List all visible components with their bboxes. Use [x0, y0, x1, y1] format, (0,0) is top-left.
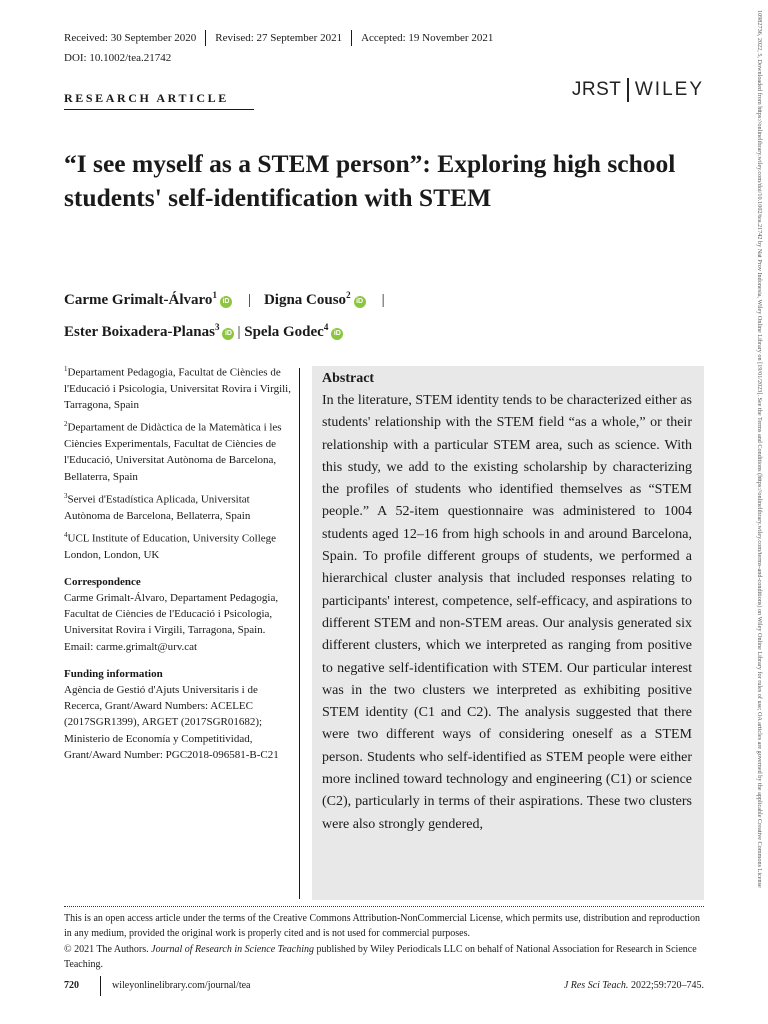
footnote-divider	[64, 906, 704, 907]
download-watermark	[751, 10, 765, 1020]
wiley-logo-text: WILEY	[634, 79, 704, 100]
citation	[564, 980, 704, 991]
column-divider	[299, 368, 300, 899]
jrst-logo-text: JRST	[571, 79, 622, 100]
funding-heading: Funding information	[64, 667, 163, 680]
affiliation-number: 4	[64, 530, 68, 539]
author-list	[64, 282, 524, 346]
abstract-box	[312, 366, 704, 900]
logo-divider	[627, 78, 629, 102]
author-name[interactable]: Spela Godec	[244, 324, 324, 340]
author-name[interactable]: Carme Grimalt-Álvaro	[64, 292, 213, 308]
manuscript-dates	[64, 30, 493, 46]
license-notice	[64, 911, 704, 972]
affiliation-text: Departament Pedagogia, Facultat de Ciències de l'Educació i Psicologia, Universitat Rovira i Virgili, Tarragona, Spain	[64, 366, 291, 412]
author-affiliation-number: 2	[346, 290, 351, 300]
orcid-icon[interactable]: iD	[220, 296, 232, 308]
divider	[205, 30, 206, 46]
affiliation-text: UCL Institute of Education, University College London, London, UK	[64, 532, 277, 561]
author-separator: |	[247, 292, 251, 308]
author-name[interactable]: Ester Boixadera-Planas	[64, 324, 215, 340]
divider	[351, 30, 352, 46]
affiliation	[64, 527, 292, 563]
journal-url[interactable]: wileyonlinelibrary.com/journal/tea	[112, 980, 251, 991]
affiliation-number: 3	[64, 491, 68, 500]
abstract-heading: Abstract	[322, 371, 375, 386]
accepted-date: Accepted: 19 November 2021	[361, 32, 494, 44]
author-affiliation-number: 1	[212, 290, 217, 300]
publisher-text: published by Wiley Periodicals LLC on behalf of National Association for Research in Science Teaching.	[64, 943, 697, 970]
author-affiliation-number: 4	[323, 322, 329, 332]
affiliation-text: Servei d'Estadística Aplicada, Universitat Autònoma de Barcelona, Bellaterra, Spain	[64, 493, 251, 522]
orcid-icon[interactable]: iD	[331, 328, 343, 340]
citation-journal: J Res Sci Teach.	[563, 980, 629, 991]
received-date: Received: 30 September 2020	[64, 32, 197, 44]
orcid-icon[interactable]: iD	[354, 296, 366, 308]
orcid-icon[interactable]: iD	[222, 328, 234, 340]
author-separator: |	[237, 324, 241, 340]
page-number: 720	[64, 980, 79, 991]
abstract-text: In the literature, STEM identity tends to be characterized either as students' relationship with the STEM field “as a whole,” or their relationship with a particular STEM area, such as science. With this study, we add to the existing scholarship by characterizing the profiles of students who identified themselves as “STEM people.” A 52-item questionnaire was administered to 1004 students aged 12–16 from high schools in and around Barcelona, Spain. To profile different groups of students, we performed a hierarchical cluster analysis that included responses relating to participants' interest, competence, self-efficacy, and aspirations to different STEM and non-STEM areas. Our analysis generated six different clusters, which we interpreted as ranging from positive to negative self-identification with STEM. Our particular interest was in the two clusters we interpreted as exhibiting positive STEM identity (C1 and C2). The analysis suggested that there were two different ways of considering oneself as a STEM person. Students who self-identified as STEM people were either more inclined toward technology and engineering (C1) or science (C2), particularly in terms of their aspirations. These two clusters were also strongly gendered,	[322, 393, 692, 832]
affiliation	[64, 361, 292, 413]
journal-name: Journal of Research in Science Teaching	[151, 943, 314, 955]
affiliation	[64, 416, 292, 484]
article-type-underline	[64, 109, 254, 110]
author-name[interactable]: Digna Couso	[263, 292, 347, 308]
license-text: This is an open access article under the terms of the Creative Commons Attribution-NonCommercial License, which permits use, distribution and reproduction in any medium, provided the original work is properly cited and is not used for commercial purposes.	[64, 913, 700, 940]
funding-text: Agència de Gestió d'Ajuts Universitaris i de Recerca, Grant/Award Numbers: ACELEC (2017SGR1399), ARGET (2017SGR01682); Ministerio de Economía y Competitividad, Grant/Award Number: PGC2018-096581-B-C21	[64, 684, 279, 761]
author-affiliation-number: 3	[214, 322, 220, 332]
citation-details: 2022;59:720–745.	[630, 980, 704, 991]
article-sidebar-info	[64, 361, 292, 763]
author-separator: |	[381, 292, 385, 308]
article-type: RESEARCH ARTICLE	[64, 91, 229, 105]
correspondence-text: Carme Grimalt-Álvaro, Departament Pedagogia, Facultat de Ciències de l'Educació i Psicologia, Universitat Rovira i Virgili, Tarragona, Spain.	[64, 592, 279, 637]
article-title: “I see myself as a STEM person”: Exploring high school students' self-identification with STEM	[64, 149, 676, 212]
affiliation-text: Departament de Didàctica de la Matemàtica i les Ciències Experimentals, Facultat de Ciències de l'Educació, Universitat Autònoma de Barcelona, Bellaterra, Spain	[64, 421, 282, 483]
copyright: © 2021 The Authors.	[64, 943, 149, 955]
correspondence-email[interactable]: Email: carme.grimalt@urv.cat	[64, 640, 198, 653]
affiliation-number: 2	[64, 420, 68, 429]
journal-logo	[572, 78, 704, 102]
correspondence-heading: Correspondence	[64, 575, 141, 588]
affiliation	[64, 488, 292, 524]
doi[interactable]: DOI: 10.1002/tea.21742	[64, 52, 172, 64]
download-notice: 10982736, 2022, 5, Downloaded from https://onlinelibrary.wiley.com/doi/10.1002/tea.21742 by Nat Prov Indonesia, Wiley Online Library on [19/01/2023]. See the Terms and Conditions (https://onlinelibrary.wiley.com/terms-and-conditions) on Wiley Online Library for rules of use; OA articles are governed by the applicable Creative Commons License	[756, 10, 763, 888]
footer-divider	[100, 976, 101, 996]
affiliation-number: 1	[64, 365, 68, 373]
revised-date: Revised: 27 September 2021	[215, 32, 343, 44]
